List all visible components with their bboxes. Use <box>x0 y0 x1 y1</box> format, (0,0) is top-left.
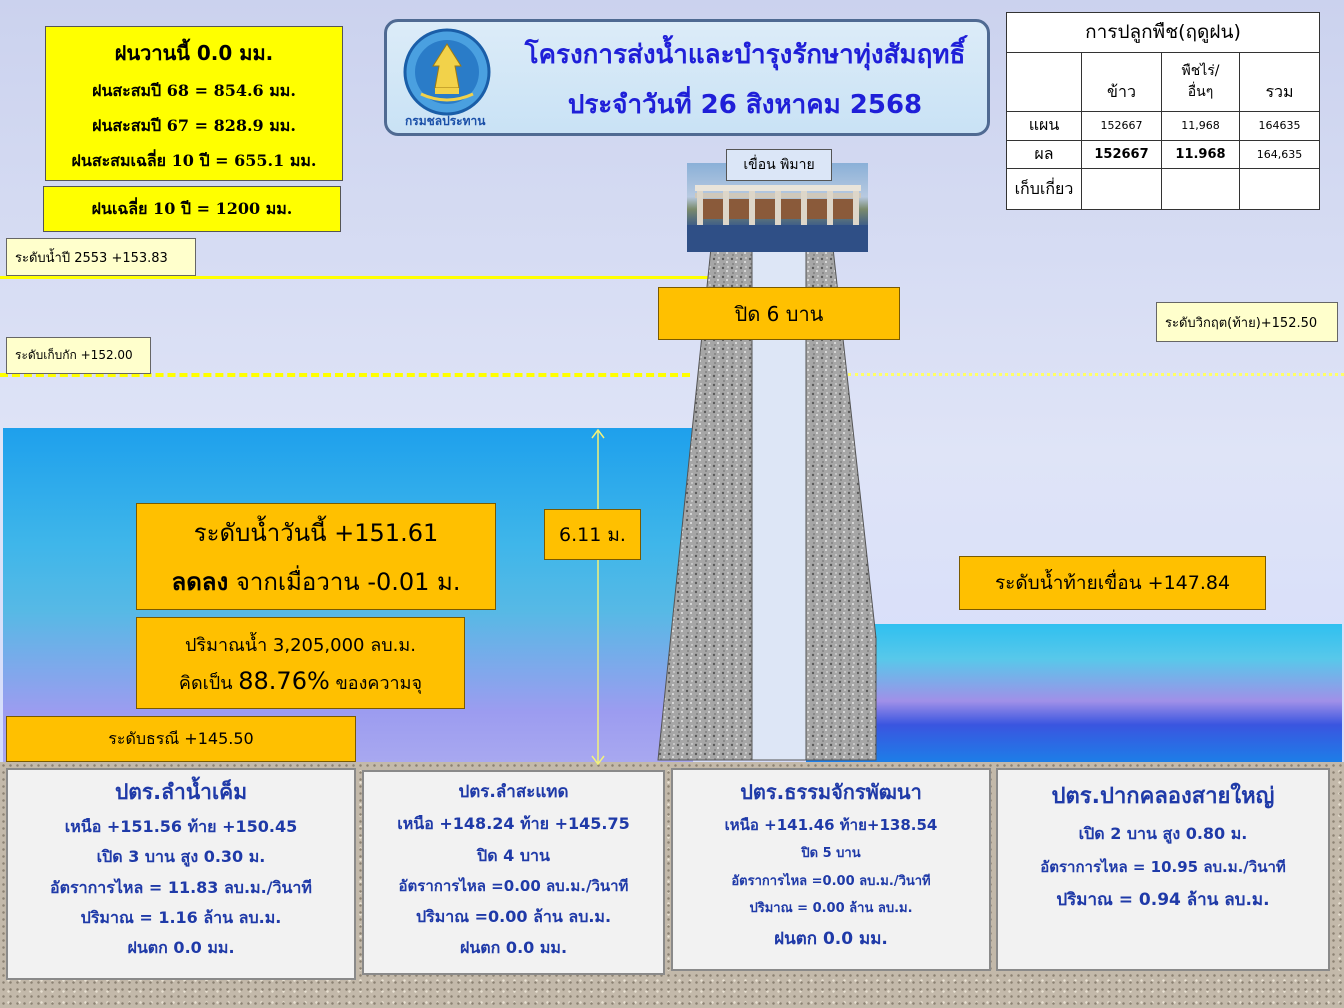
rid-logo <box>399 26 499 132</box>
gate-status: ปิด 6 บาน <box>734 301 824 326</box>
station-panel-pak-khlong-sai-yai: ปตร.ปากคลองสายใหญ่ เปิด 2 บาน สูง 0.80 ม. อัตราการไหล = 10.95 ลบ.ม./วินาที ปริมาณ = 0.94 ล้าน ลบ.ม. <box>996 768 1330 971</box>
crop-row-plan: แผน 152667 11,968 164635 <box>1007 111 1320 140</box>
rain-yesterday: ฝนวานนี้ 0.0 มม. <box>114 41 274 65</box>
dam-name-label <box>726 149 832 181</box>
rain-info-box <box>45 26 343 181</box>
crop-table-title: การปลูกพืช(ฤดูฝน) <box>1007 13 1320 53</box>
station-panel-lam-nam-khem: ปตร.ลำน้ำเค็ม เหนือ +151.56 ท้าย +150.45 เปิด 3 บาน สูง 0.30 ม. อัตราการไหล = 11.83 ลบ.ม./วินาที ปริมาณ = 1.16 ล้าน ลบ.ม. ฝนตก 0.0 มม. <box>6 768 356 980</box>
depth-box <box>544 509 641 560</box>
station-panel-lam-sathaet: ปตร.ลำสะแทด เหนือ +148.24 ท้าย +145.75 ปิด 4 บาน อัตราการไหล =0.00 ลบ.ม./วินาที ปริมาณ =0.00 ล้าน ลบ.ม. ฝนตก 0.0 มม. <box>362 770 665 975</box>
crop-table-container <box>1006 12 1320 210</box>
header-title-line2: ประจำวันที่ 26 สิงหาคม 2568 <box>567 90 923 120</box>
depth-arrow <box>590 428 606 768</box>
today-level-box <box>136 503 496 610</box>
crop-table <box>1006 12 1320 210</box>
critical-level-label: ระดับวิกฤต(ท้าย)+152.50 <box>1156 302 1338 342</box>
col-total: รวม <box>1240 52 1320 111</box>
rain-avg10-box <box>43 186 341 232</box>
crop-row-harvest: เก็บเกี่ยว <box>1007 169 1320 210</box>
storage-level-label: ระดับเก็บกัก +152.00 <box>6 337 151 374</box>
volume-value: ปริมาณน้ำ 3,205,000 ลบ.ม. <box>185 634 416 656</box>
station-name: ปตร.ลำสะแทด <box>458 782 569 802</box>
col-rice: ข้าว <box>1082 52 1162 111</box>
today-level: ระดับน้ำวันนี้ +151.61 <box>193 518 439 547</box>
depth-value: 6.11 ม. <box>559 523 626 546</box>
header-title-line1: โครงการส่งน้ำและบำรุงรักษาทุ่งสัมฤทธิ์ <box>524 40 966 70</box>
today-change: ลดลง จากเมื่อวาน -0.01 ม. <box>171 567 461 596</box>
dam-name: เขื่อน พิมาย <box>743 157 815 173</box>
volume-percent: คิดเป็น 88.76% ของความจุ <box>178 666 423 695</box>
rain-acc-avg10: ฝนสะสมเฉลี่ย 10 ปี = 655.1 มม. <box>71 151 317 170</box>
station-panel-thammachak-phatthana: ปตร.ธรรมจักรพัฒนา เหนือ +141.46 ท้าย+138.54 ปิด 5 บาน อัตราการไหล =0.00 ลบ.ม./วินาที ปริมาณ = 0.00 ล้าน ลบ.ม. ฝนตก 0.0 มม. <box>671 768 991 971</box>
rain-avg10: ฝนเฉลี่ย 10 ปี = 1200 มม. <box>91 198 293 218</box>
volume-box <box>136 617 465 709</box>
logo-text: กรมชลประทาน <box>405 114 486 128</box>
col-field-crops: พืชไร่/อื่นๆ <box>1162 52 1240 111</box>
rain-acc-68: ฝนสะสมปี 68 = 854.6 มม. <box>92 81 296 100</box>
rain-acc-67: ฝนสะสมปี 67 = 828.9 มม. <box>92 116 296 135</box>
storage-level-line-right <box>848 373 1344 376</box>
crop-row-result: ผล 152667 11.968 164,635 <box>1007 140 1320 169</box>
level-line-2553 <box>0 276 712 279</box>
gate-status-box <box>658 287 900 340</box>
ground-level-box: ระดับธรณี +145.50 <box>6 716 356 762</box>
level-2553-label: ระดับน้ำปี 2553 +153.83 <box>6 238 196 276</box>
header-banner <box>384 19 990 136</box>
downstream-level-box: ระดับน้ำท้ายเขื่อน +147.84 <box>959 556 1266 610</box>
station-name: ปตร.ปากคลองสายใหญ่ <box>1051 784 1275 809</box>
station-name: ปตร.ลำน้ำเค็ม <box>114 780 248 804</box>
station-name: ปตร.ธรรมจักรพัฒนา <box>740 780 922 804</box>
